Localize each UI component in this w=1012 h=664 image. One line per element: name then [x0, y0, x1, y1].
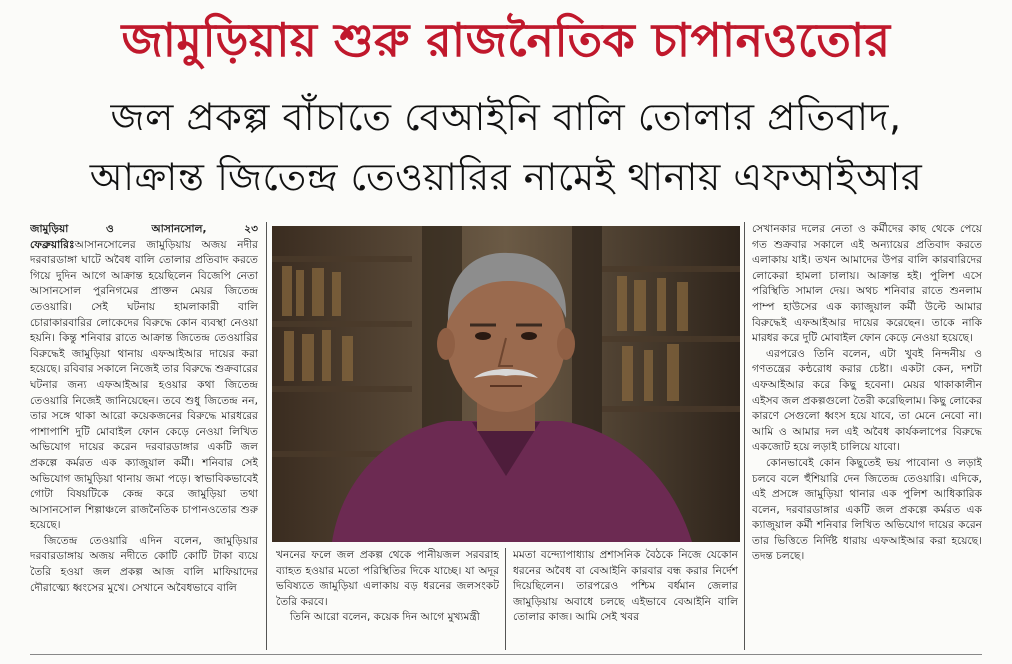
- article-photo: [272, 226, 740, 542]
- subheadline-line-2: আক্রান্ত জিতেন্দ্র তেওয়ারির নামেই থানায় এফআইআর: [89, 155, 923, 199]
- article-column-left: [30, 222, 258, 650]
- subheadline-line-1: জল প্রকল্প বাঁচাতে বেআইনি বালি তোলার প্রতিবাদ,: [110, 95, 902, 139]
- paragraph: খননের ফলে জল প্রকল্প থেকে পানীয়জল সরবরাহ ব্যাহত হওয়ার মতো পরিস্থিতির দিকে যাচ্ছে। যা অদূর ভবিষ্যতে জামুড়িয়া এলাকায় বড় ধরনের জলসংকট তৈরি করবে।: [276, 549, 499, 608]
- paragraph: কোনভাবেই কোন কিছুতেই ভয় পাবোনা ও লড়াই চলবে বলে হুঁশিয়ারি দেন জিতেন্দ্র তেওয়ারি। এদিকে, এই প্রসঙ্গে জামুড়িয়া থানার এক পুলিশ আধিকারিক বলেন, দরবারডাঙ্গার একটি জল প্রকল্পে কর্মরত এক ক্যাজুয়াল কর্মী শনিবার লিখিত অভিযোগ দায়ের করেন তার ভিত্তিতে নির্দিষ্ট ধারায় এফআইআর করা হয়েছে। তদন্ত চলছে।: [752, 456, 982, 563]
- article-column-right: [752, 222, 982, 650]
- bottom-rule: [30, 654, 982, 655]
- portrait-image: [272, 226, 740, 542]
- main-headline: জামুড়িয়ায় শুরু রাজনৈতিক চাপানওতোর: [121, 13, 891, 67]
- column-divider: [744, 222, 745, 650]
- paragraph: এরপরেও তিনি বলেন, এটা খুবই নিন্দনীয় ও গণতন্ত্রের কন্ঠরোধ করার চেষ্টা। একটা কেন, দশটা এফআইআর করে কিছু হবেনা। মেয়র থাকাকালীন এইসব জল প্রকল্পগুলো তৈরী করেছিলাম। কিছু লোকের কারণে সেগুলো ধ্বংস হয়ে যাবে, তা মেনে নেবো না। আমি ও আমার দল এই অবৈধ কার্যকলাপের বিরুদ্ধে একজোট হয়ে লড়াই চালিয়ে যাবো।: [752, 347, 982, 454]
- article-column-middle-2: [513, 548, 738, 650]
- paragraph: জিতেন্দ্র তেওয়ারি এদিন বলেন, জামুড়িয়ার দরবারডাঙ্গায় অজয় নদীতে কোটি কোটি টাকা ব্যয়ে তৈরি হওয়া জল প্রকল্প আজ বালি মাফিয়াদের দৌরাত্ম্যে ধ্বংসের মুখে। সেখানে অবৈধভাবে বালি: [30, 534, 258, 594]
- paragraph: মমতা বন্দ্যোপাধ্যায় প্রশাসনিক বৈঠকে নিজে যেকোন ধরনের অবৈধ বা বেআইনি কারবার বন্ধ করার নির্দেশ দিয়েছিলেন। তারপরেও পশ্চিম বর্ধমান জেলার জামুড়িয়ায় অবাধে চলছে এইভাবে বেআইনি বালি তোলার কাজ। আমি সেই খবর: [513, 549, 738, 624]
- column-divider: [266, 222, 267, 650]
- paragraph: সেখানকার দলের নেতা ও কর্মীদের কাছ থেকে পেয়ে গত শুক্রবার সকালে এই অন্যায়ের প্রতিবাদ করতে এলাকায় যাই। তখন আমাদের উপর বালি কারবারিদের লোকেরা হামলা চালায়। আক্রান্ত হই। পুলিশ এসে পরিস্থিতি সামাল দেয়। অথচ শনিবার রাতে শুনলাম পাম্প হাউসের এক ক্যাজুয়াল কর্মী উল্টে আমার বিরুদ্ধেই এফআইআর দায়ের করেছেন। তাকে নাকি মারধর করে দুটি মোবাইল ফোন কেড়ে নেওয়া হয়েছে।: [752, 223, 982, 345]
- paragraph: তিনি আরো বলেন, কয়েক দিন আগে মুখ্যমন্ত্রী: [290, 611, 480, 624]
- article-column-middle-1: [276, 548, 499, 650]
- paragraph-text: আসানসোলের জামুড়িয়ায় অজয় নদীর দরবারডাঙ্গা ঘাটে অবৈধ বালি তোলার প্রতিবাদ করতে গিয়ে দুদিন আগে আক্রান্ত হয়েছিলেন বিজেপি নেতা আসানসোল পুরনিগমের প্রাক্তন মেয়র জিতেন্দ্র তেওয়ারি। সেই ঘটনায় হামলাকারী বালি চোরাকারবারির লোকেদের বিরুদ্ধে কোন ব্যবস্থা নেওয়া হয়নি। কিন্তু শনিবার রাতে আক্রান্ত জিতেন্দ্র তেওয়ারির বিরুদ্ধেই জামুড়িয়া থানায় এফআইআর দায়ের করা হয়েছে। রবিবার সকালে নিজেই তার বিরুদ্ধে শুক্রবারের ঘটনার জন্য এফআইআর হওয়ার কথা জিতেন্দ্র তেওয়ারি নিজেই জানিয়েছেন। তবে শুধু জিতেন্দ্র নন, তার সঙ্গে থাকা আরো কয়েকজনের বিরুদ্ধে মারধরের পাশাপাশি দুটি মোবাইল ফোন কেড়ে নেওয়া লিখিত অভিযোগ দায়ের করেন দরবারডাঙ্গার একটি জল প্রকল্পে কর্মরত এক ক্যাজুয়াল কর্মী। শনিবার সেই অভিযোগ জামুড়িয়া থানায় জমা পড়ে। স্বাভাবিকভাবেই গোটা বিষয়টিকে কেন্দ্র করে জামুড়িয়া তথা আসানসোল শিল্পাঞ্চলে রাজনৈতিক চাপানওতোর শুরু হয়েছে।: [30, 238, 258, 532]
- column-divider: [505, 548, 506, 650]
- dateline: জামুড়িয়া ও আসানসোল, ২৩ ফেব্রুয়ারিঃ: [30, 223, 258, 251]
- paragraph: [30, 222, 258, 534]
